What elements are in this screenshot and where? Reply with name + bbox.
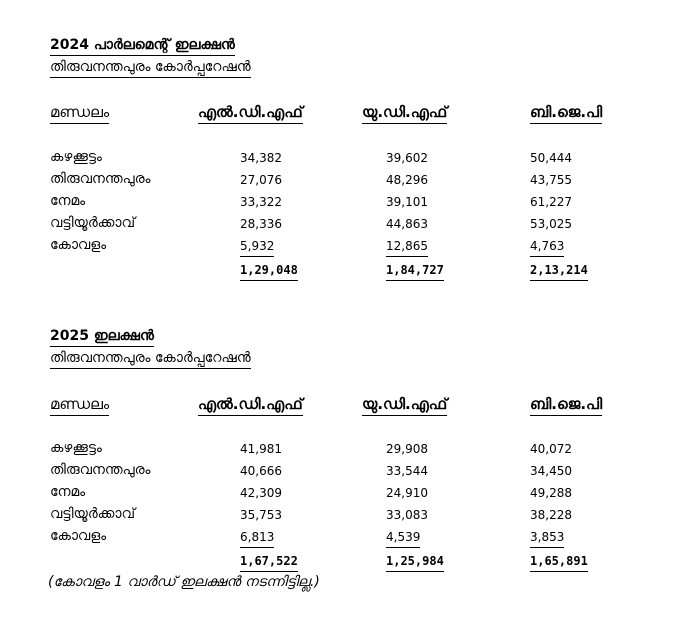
cell-udf: 39,602 (386, 151, 428, 165)
cell-ldf: 6,813 (240, 529, 274, 548)
cell-udf: 29,908 (386, 442, 428, 456)
cell-ldf: 27,076 (240, 173, 282, 187)
cell-bjp: 49,288 (530, 486, 572, 500)
total-bjp: 1,65,891 (530, 553, 588, 572)
cell-udf: 33,083 (386, 508, 428, 522)
cell-bjp: 53,025 (530, 217, 572, 231)
cell-udf: 39,101 (386, 195, 428, 209)
row-name: നേമം (50, 193, 86, 209)
row-name: കഴക്കൂട്ടം (50, 149, 102, 165)
cell-ldf: 41,981 (240, 442, 282, 456)
header-constituency: മണ്ഡലം (50, 102, 109, 124)
cell-bjp: 50,444 (530, 151, 572, 165)
cell-bjp: 40,072 (530, 442, 572, 456)
total-udf: 1,84,727 (386, 262, 444, 281)
cell-bjp: 4,763 (530, 238, 564, 257)
row-name: തിരുവനന്തപുരം (50, 462, 151, 478)
header-ldf: എൽ.ഡി.എഫ് (198, 394, 303, 416)
row-name: തിരുവനന്തപുരം (50, 171, 151, 187)
section-2024-subtitle: തിരുവനന്തപുരം കോർപ്പറേഷൻ (50, 58, 251, 78)
header-bjp: ബി.ജെ.പി (530, 394, 602, 416)
section-2025-title: 2025 ഇലക്ഷൻ (50, 327, 154, 347)
row-name: കഴക്കൂട്ടം (50, 440, 102, 456)
cell-udf: 48,296 (386, 173, 428, 187)
footnote: (കോവളം 1 വാർഡ് ഇലക്ഷൻ നടന്നിട്ടില്ല.) (48, 574, 320, 590)
cell-udf: 4,539 (386, 529, 420, 548)
cell-bjp: 43,755 (530, 173, 572, 187)
header-udf: യു.ഡി.എഫ് (362, 394, 447, 416)
cell-ldf: 40,666 (240, 464, 282, 478)
cell-ldf: 28,336 (240, 217, 282, 231)
cell-ldf: 5,932 (240, 238, 274, 257)
cell-udf: 44,863 (386, 217, 428, 231)
row-name: വട്ടിയൂർക്കാവ് (50, 215, 135, 231)
cell-udf: 33,544 (386, 464, 428, 478)
section-2025-subtitle: തിരുവനന്തപുരം കോർപ്പറേഷൻ (50, 349, 251, 369)
row-name: കോവളം (50, 528, 107, 544)
cell-ldf: 33,322 (240, 195, 282, 209)
header-udf: യു.ഡി.എഫ് (362, 102, 447, 124)
cell-bjp: 3,853 (530, 529, 564, 548)
cell-udf: 12,865 (386, 238, 428, 257)
total-bjp: 2,13,214 (530, 262, 588, 281)
cell-bjp: 38,228 (530, 508, 572, 522)
cell-ldf: 34,382 (240, 151, 282, 165)
cell-bjp: 34,450 (530, 464, 572, 478)
cell-udf: 24,910 (386, 486, 428, 500)
cell-bjp: 61,227 (530, 195, 572, 209)
row-name: കോവളം (50, 237, 107, 253)
total-udf: 1,25,984 (386, 553, 444, 572)
cell-ldf: 35,753 (240, 508, 282, 522)
row-name: നേമം (50, 484, 86, 500)
total-ldf: 1,29,048 (240, 262, 298, 281)
row-name: വട്ടിയൂർക്കാവ് (50, 506, 135, 522)
header-ldf: എൽ.ഡി.എഫ് (198, 102, 303, 124)
header-constituency: മണ്ഡലം (50, 394, 109, 416)
cell-ldf: 42,309 (240, 486, 282, 500)
section-2024-title: 2024 പാർലമെന്റ് ഇലക്ഷൻ (50, 36, 235, 56)
header-bjp: ബി.ജെ.പി (530, 102, 602, 124)
total-ldf: 1,67,522 (240, 553, 298, 572)
